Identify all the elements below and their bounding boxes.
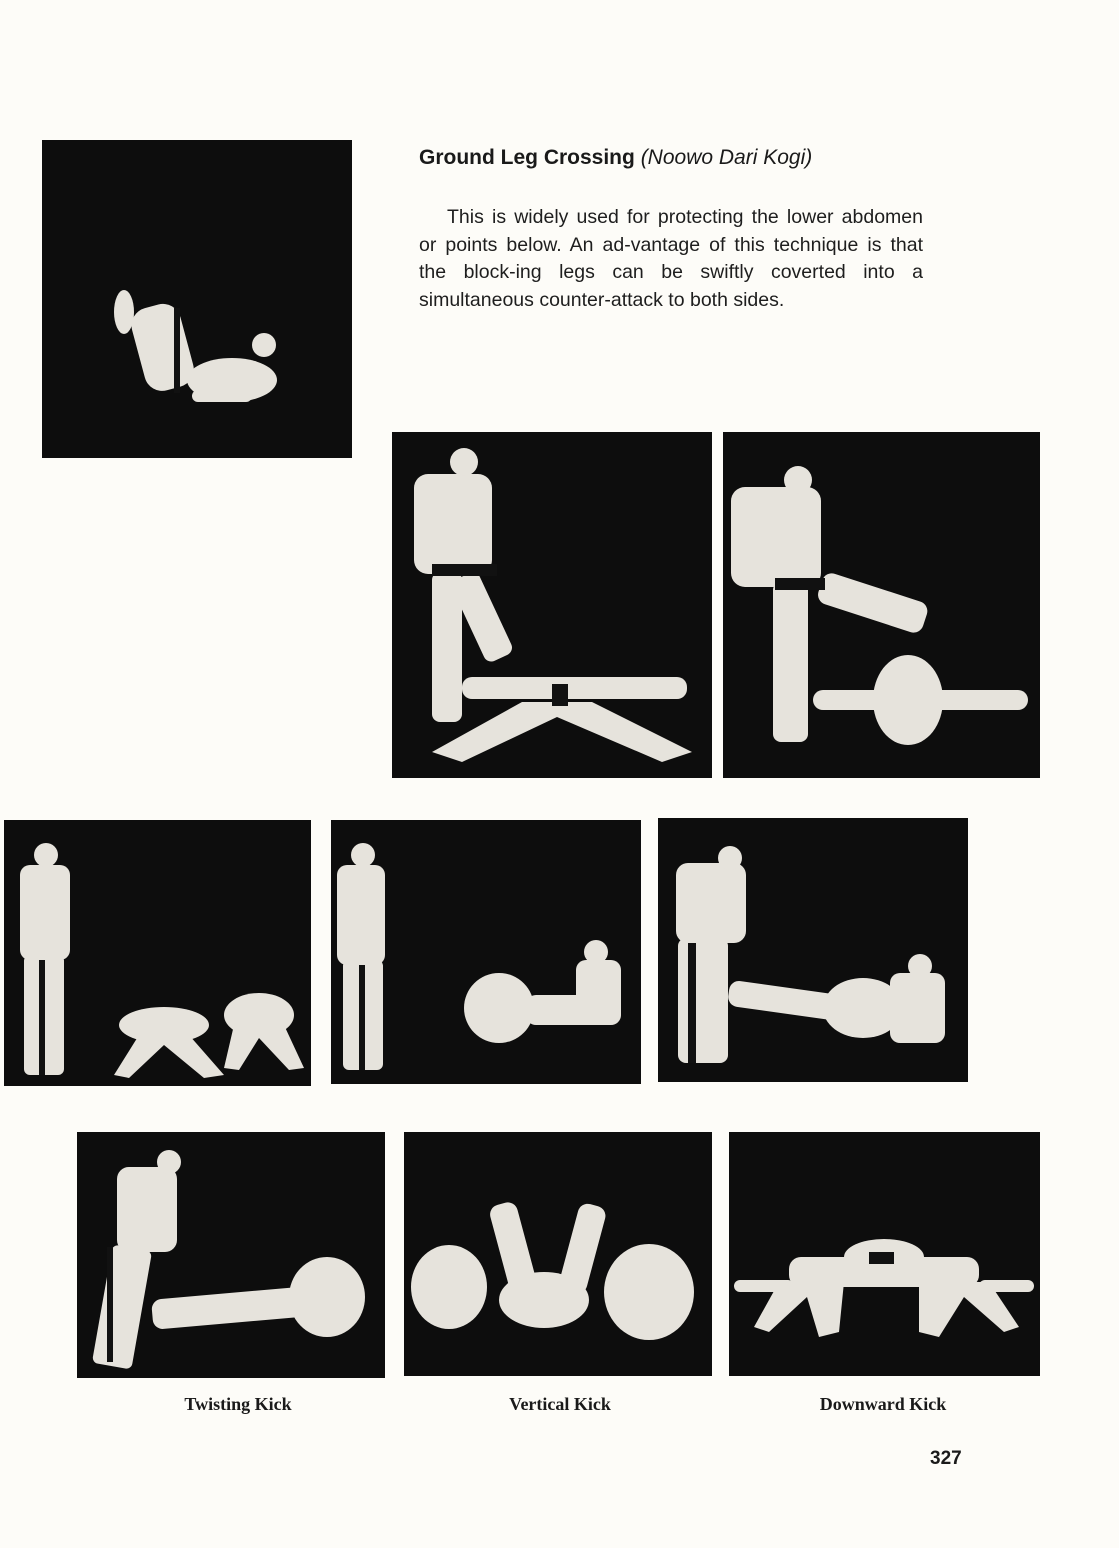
twisting-kick-figures [77, 1132, 385, 1378]
ground-leg-crossing-figure [42, 140, 352, 458]
photo-standing-over-2 [723, 432, 1040, 778]
caption-vertical-kick: Vertical Kick [509, 1394, 611, 1414]
photo-downward-kick [729, 1132, 1040, 1376]
caption-downward-kick: Downward Kick [819, 1394, 947, 1414]
section-title: Ground Leg Crossing [419, 146, 635, 169]
caption-twisting-kick: Twisting Kick [184, 1394, 292, 1414]
photo-twisting-kick [77, 1132, 385, 1378]
photo-vertical-kick [404, 1132, 712, 1376]
section-body: This is widely used for protecting the lower abdomen or points below. An ad-vantage of this technique is that the block-ing legs can be swiftly coverted into a simultaneous counter-attack to both sides. [419, 206, 923, 311]
photo-ground-leg-crossing [42, 140, 352, 458]
vertical-kick-figures [404, 1132, 712, 1376]
sequence-3-figures [658, 818, 968, 1082]
downward-kick-figures [729, 1132, 1040, 1376]
page-number: 327 [930, 1448, 962, 1469]
photo-sequence-1 [4, 820, 311, 1086]
section-title-translation: (Noowo Dari Kogi) [640, 146, 813, 169]
standing-over-figure-1 [392, 432, 712, 778]
standing-over-figure-2 [723, 432, 1040, 778]
section-heading [419, 146, 939, 170]
photo-standing-over-1 [392, 432, 712, 778]
photo-sequence-2 [331, 820, 641, 1084]
sequence-1-figures [4, 820, 311, 1086]
photo-sequence-3 [658, 818, 968, 1082]
sequence-2-figures [331, 820, 641, 1084]
